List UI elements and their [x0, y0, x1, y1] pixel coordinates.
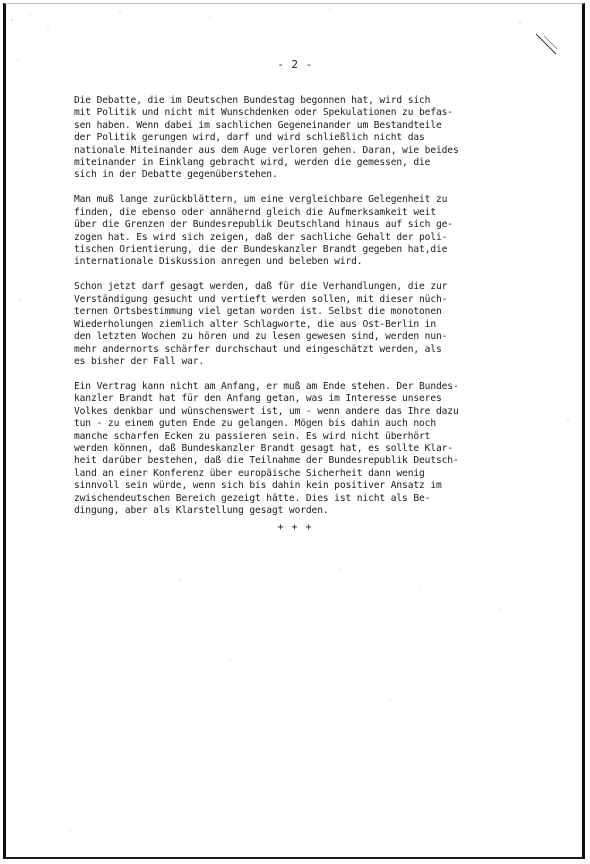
page-number: - 2 - — [277, 58, 313, 71]
paragraph-4: Ein Vertrag kann nicht am Anfang, er muß am Ende stehen. Der Bundes- kanzler Brandt hat für den Anfang getan, was im Interesse unseres Volkes denkbar und wünschenswert ist, um - wenn andere das Ihre dazu tun - zu einem guten Ende zu gelangen. Mögen bis dahin auch noch manche scharfen Ecken zu passieren sein. Es wird nicht überhört werden können, daß Bundeskanzler Brandt gesagt hat, es sollte Klar- heit darüber bestehen, daß die Teilnahme der Bundesrepublik Deutsch- land an einer Konferenz über europäische Sicherheit dann wenig sinnvoll sein würde, wenn sich bis dahin kein positiver Ansatz im zwischendeutschen Bereich gezeigt hätte. Dies ist nicht als Be- dingung, aber als Klarstellung gesagt worden. — [74, 380, 459, 516]
paragraph-1: Die Debatte, die im Deutschen Bundestag begonnen hat, wird sich mit Politik und nicht mit Wunschdenken oder Spekulationen zu befas- sen haben. Wenn dabei im sachlichen Gegeneinander um Bestandteile der Politik gerungen wird, darf und wird schließlich nicht das nationale Miteinander aus dem Auge verloren gehen. Daran, wie beides miteinander in Einklang gebracht wird, werden die gemessen, die sich in der Debatte gegenüberstehen. — [74, 95, 459, 181]
paragraph-3: Schon jetzt darf gesagt werden, daß für die Verhandlungen, die zur Verständigung gesucht und vertieft werden sollen, mit dieser nüch- ternen Ortsbestimmung viel getan worden ist. Selbst die monotonen Wiederholungen ziemlich alter Schlagworte, die aus Ost-Berlin in den letzten Wochen zu hören und zu lesen gewesen sind, werden nun- mehr andernorts schärfer durchschaut und eingeschätzt werden, als es bisher der Fall war. — [74, 281, 448, 367]
paragraph-2: Man muß lange zurückblättern, um eine vergleichbare Gelegenheit zu finden, die ebenso oder annähernd gleich die Aufmerksamkeit weit über die Grenzen der Bundesrepublik Deutschland hinaus auf sich ge- zogen hat. Es wird sich zeigen, daß der sachliche Gehalt der poli- tischen Orientierung, die der Bundeskanzler Brandt gegeben hat,die internationale Diskussion anregen und beleben wird. — [74, 194, 453, 268]
end-separator: + + + — [277, 522, 313, 533]
